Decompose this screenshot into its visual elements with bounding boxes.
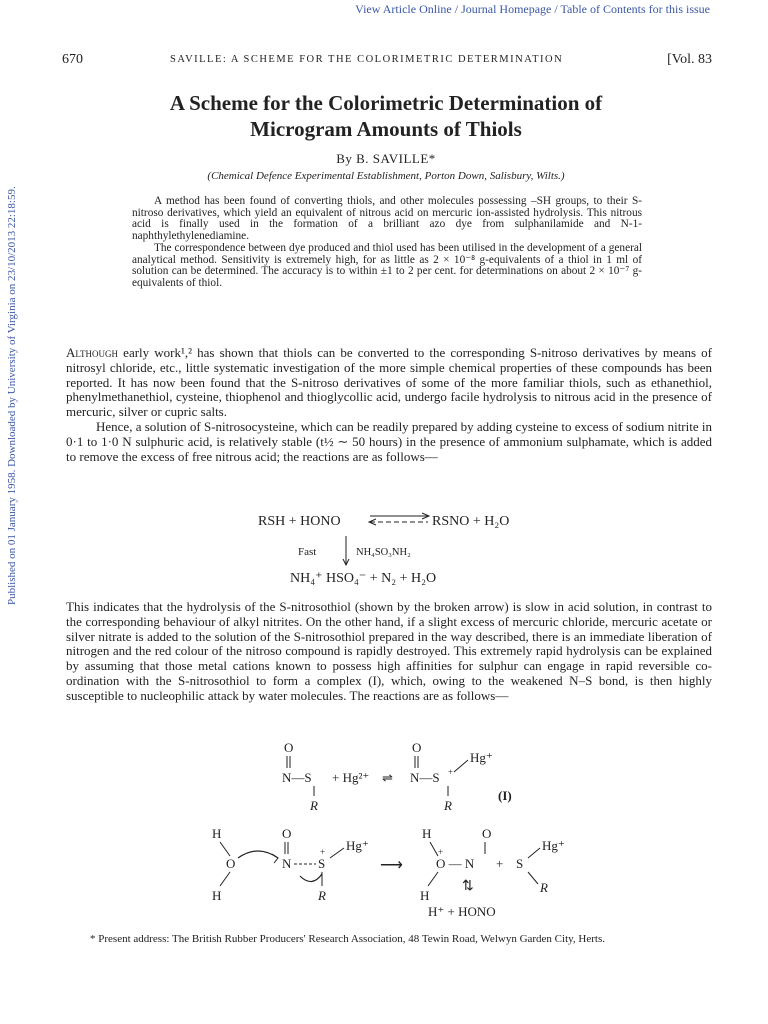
oxygen-label-2: O <box>412 740 422 755</box>
n-s-group-2: N—S <box>410 770 440 785</box>
scheme1-products: RSNO + H₂O <box>432 514 510 529</box>
r-group-2: R <box>444 798 452 813</box>
bond <box>454 760 468 772</box>
sulfur-label-2: S <box>516 856 524 871</box>
hydrogen-label: H <box>212 826 222 841</box>
reaction-scheme-3 <box>208 824 588 924</box>
top-links <box>355 2 710 17</box>
mercury-ligand: Hg⁺ <box>470 750 493 765</box>
complex-label: (I) <box>498 788 512 803</box>
link-separator: / <box>551 2 561 16</box>
abstract <box>132 196 642 290</box>
body-paragraph-1 <box>66 346 712 420</box>
journal-homepage-link[interactable]: Journal Homepage <box>461 2 552 16</box>
body-paragraph-2: Hence, a solution of S-nitrosocysteine, which can be readily prepared by adding cysteine to excess of sodium nitrite in 0·1 to 1·0 N sulphuric acid, is relatively stable (t½ ∼ 50 hours) in the presence of ammonium sulphamate, which is added to remove the excess of free nitrous acid; the reactions are as follows— <box>66 418 712 464</box>
nitrogen-label: N <box>282 856 292 871</box>
bond <box>528 848 540 858</box>
equilibrium-arrows: ⇅ <box>462 879 474 894</box>
final-products: H⁺ + HONO <box>428 904 496 919</box>
scheme1-bottom: NH₄⁺ HSO₄⁻ + N₂ + H₂O <box>290 571 437 586</box>
title-line-1: A Scheme for the Colorimetric Determination of <box>169 91 603 115</box>
hydrogen-label-3: H <box>422 826 432 841</box>
author: By B. SAVILLE* <box>336 151 436 166</box>
page-number: 670 <box>62 52 83 67</box>
lead-word: Although <box>66 345 119 360</box>
sulfur-label: S <box>318 856 326 871</box>
r-group-2: R <box>540 880 548 895</box>
body-text-top <box>66 346 712 464</box>
fast-label: Fast <box>298 546 317 558</box>
bond <box>528 872 538 884</box>
footnote-text: * Present address: The British Rubber Producers' Research Association, 48 Tewin Road, Welwyn Garden City, Herts. <box>90 933 605 945</box>
bond <box>220 842 230 856</box>
plus-mercury: + Hg²⁺ <box>332 770 370 785</box>
body-text-middle <box>66 600 712 704</box>
bond <box>330 848 344 858</box>
hydrogen-label-4: H <box>420 888 430 903</box>
body-paragraph-1-text: early work¹,² has shown that thiols can be converted to the corresponding S-nitroso derivatives by means of nitrosyl chloride, etc., little systematic investigation of the more simple chemical properties of these compounds has been reported. It has now been found that the S-nitroso derivatives of some of the more familiar thiols, such as ethanethiol, phenylmethanethiol, cysteine, thiophenol and thioglycollic acid, undergo facile hydrolysis to nitrous acid in the presence of mercuric, silver or cupric salts. <box>66 345 712 420</box>
scheme1-reactants: RSH + HONO <box>258 514 341 529</box>
positive-charge: + <box>448 767 454 777</box>
reaction-arrow: ⟶ <box>380 857 403 874</box>
reaction-scheme-1 <box>230 504 550 590</box>
water-oxygen: O <box>226 856 236 871</box>
abstract-paragraph-1: A method has been found of converting thiols, and other molecules possessing –SH groups, to their S-nitroso derivatives, which yield an equivalent of nitrous acid on mercuric ion-assisted hydrolysis. This nitrous acid is finally used in the formation of a brilliant azo dye from sulphanilamide and N-1-naphthylethylenediamine. <box>132 195 642 243</box>
positive-charge: + <box>320 847 326 857</box>
curved-arrow-2 <box>300 874 322 882</box>
link-separator: / <box>451 2 462 16</box>
oxygen-label: O <box>284 740 294 755</box>
reaction-scheme-2 <box>240 738 540 818</box>
running-head: SAVILLE: A SCHEME FOR THE COLORIMETRIC DETERMINATION <box>170 54 564 65</box>
r-group: R <box>318 888 326 903</box>
plus-sign: + <box>496 856 504 871</box>
reagent-label: NH₄SO₃NH₂ <box>356 547 411 558</box>
bond <box>220 872 230 886</box>
footnote <box>66 933 712 946</box>
download-note: Published on 01 January 1958. Downloaded by University of Virginia on 23/10/2013 22:18:59. <box>6 186 18 606</box>
mercury-ligand: Hg⁺ <box>346 838 369 853</box>
title-line-2: Microgram Amounts of Thiols <box>250 117 522 141</box>
toc-link[interactable]: Table of Contents for this issue <box>560 2 710 16</box>
bond <box>430 842 438 856</box>
mercury-ligand-2: Hg⁺ <box>542 838 565 853</box>
volume-label: [Vol. 83 <box>667 52 712 67</box>
r-group: R <box>310 798 318 813</box>
equilibrium-sign: ⇌ <box>382 770 393 785</box>
hydrogen-label-2: H <box>212 888 222 903</box>
nitroso-oxygen: O <box>282 826 292 841</box>
affiliation: (Chemical Defence Experimental Establishment, Porton Down, Salisbury, Wilts.) <box>207 170 565 182</box>
body-paragraph-3: This indicates that the hydrolysis of the S-nitrosothiol (shown by the broken arrow) is slow in acid solution, in contrast to the corresponding behaviour of alkyl nitrites. On the other hand, if a slight excess of mercuric chloride, mercuric acetate or silver nitrate is added to the solution of the S-nitrosothiol prepared in the way described, there is an immediate liberation of nitrogen and the red colour of the nitroso compound is rapidly destroyed. This extremely rapid hydrolysis can be explained by assuming that those metal cations known to possess high affinities for sulphur can engage in rapid reversible co-ordination with the S-nitrosothiol to form a complex (I), which, owing to the weakened N–S bond, is then highly susceptible to nucleophilic attack by water molecules. The reactions are as follows— <box>66 599 712 703</box>
o-n-group: O — N <box>436 856 475 871</box>
article-title <box>70 90 702 142</box>
view-article-link[interactable]: View Article Online <box>355 2 452 16</box>
positive-charge: + <box>438 847 444 857</box>
abstract-paragraph-2: The correspondence between dye produced and thiol used has been utilised in the development of a general analytical method. Sensitivity is extremely high, for as little as 2 × 10⁻⁸ g-equivalents of a thiol in 1 ml of solution can be determined. The accuracy is to within ±1 to 2 per cent. for determinations on about 2 × 10⁻⁷ g-equivalents of thiol. <box>132 241 642 289</box>
bond <box>428 872 438 886</box>
page-header <box>62 52 712 70</box>
product-oxygen: O <box>482 826 492 841</box>
n-s-group: N—S <box>282 770 312 785</box>
